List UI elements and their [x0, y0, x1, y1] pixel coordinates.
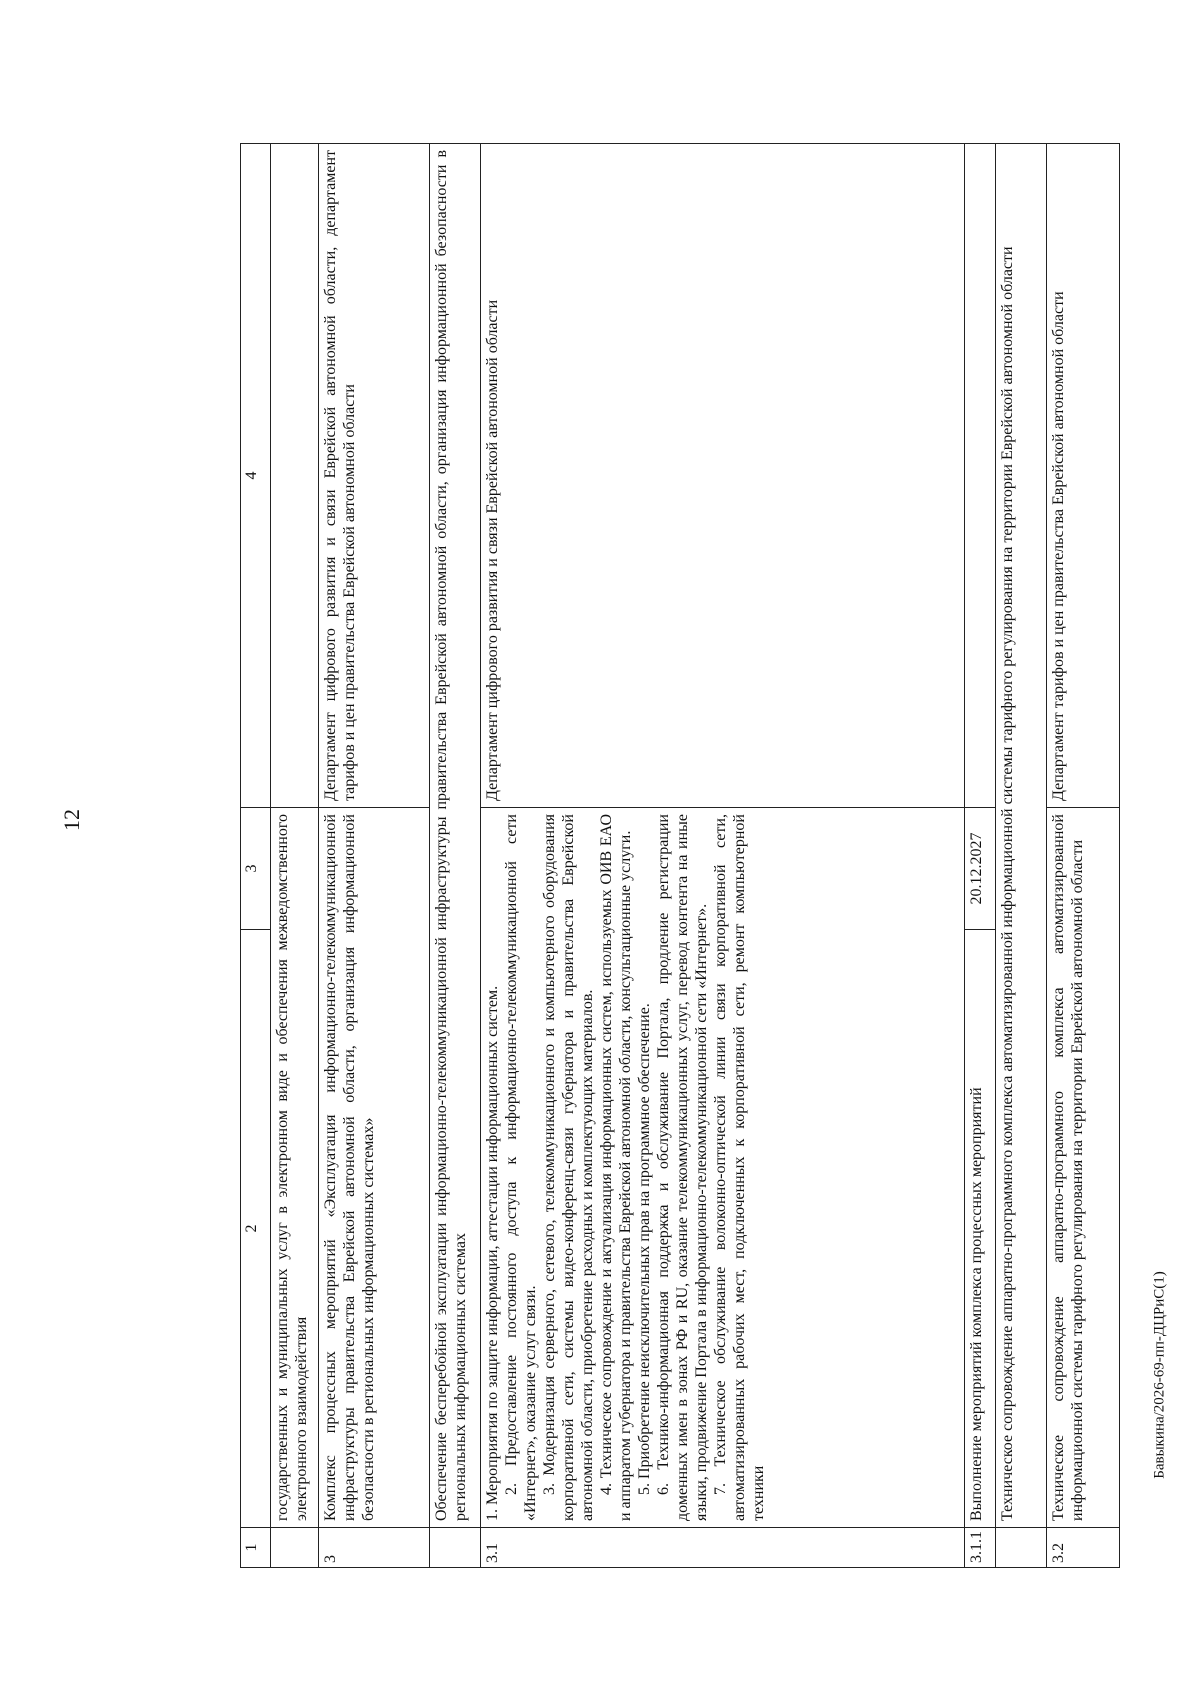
list-item: 6. Технико-информационная поддержка и обслуживание Портала, продление регистрации доменных имен в зонах РФ и RU, оказание телекоммуникационных услуг, перевод контента на иные языки, продвижение Портала в информационно-телекоммуникационной сети «Интернет». [654, 814, 710, 1521]
column-header: 2 [241, 930, 271, 1528]
row-number-cell [270, 1528, 319, 1568]
column-header: 3 [241, 808, 271, 930]
table-row [965, 144, 996, 1568]
row-text-cell: государственных и муниципальных услуг в электронном виде и обеспечения межведомственного электронного взаимодействия [270, 808, 319, 1528]
table-header-row [241, 144, 271, 1568]
table-row [270, 144, 319, 1568]
measures-list-cell [480, 808, 964, 1528]
responsible-cell: Департамент тарифов и цен правительства Еврейской автономной области [1046, 144, 1119, 808]
events-table [240, 143, 1120, 1568]
task-cell: Обеспечение бесперебойной эксплуатации информационно-телекоммуникационной инфраструктуры правительства Еврейской автономной области, организация информационной безопасности в региональных информационных системах [430, 144, 481, 1528]
list-item: 4. Техническое сопровождение и актуализация информационных систем, используемых ОИВ ЕАО и аппаратом губернатора и правительства Еврейской автономной области, консультационные услуги. [597, 814, 634, 1521]
row-text-cell: Выполнение мероприятий комплекса процессных мероприятий [965, 930, 996, 1528]
rotated-table-container [240, 144, 1120, 1568]
row-number-cell: 3 [319, 1528, 430, 1568]
footer-document-code: Бавыкина/2026-69-пп-ДЦРиС(1) [1151, 1271, 1168, 1479]
table-row [480, 144, 964, 1568]
table-row [1046, 144, 1119, 1568]
column-header: 4 [241, 144, 271, 808]
list-item: 3. Модернизация серверного, сетевого, телекоммуникационного и компьютерного оборудования корпоративной сети, системы видео-конференц-связи губернатора и правительства Еврейской автономной области, приобретение расходных и комплектующих материалов. [540, 814, 596, 1521]
list-item: 5. Приобретение неисключительных прав на программное обеспечение. [635, 1003, 653, 1495]
list-item: 1. Мероприятия по защите информации, аттестации информационных систем. [483, 985, 501, 1521]
deadline-cell: 20.12.2027 [965, 808, 996, 930]
list-item: 7. Техническое обслуживание волоконно-оптической линии связи корпоративной сети, автоматизированных рабочих мест, подключенных к корпоративной сети, ремонт компьютерной техники [711, 814, 767, 1521]
table-row [430, 144, 481, 1568]
task-cell: Техническое сопровождение аппаратно-программного комплекса автоматизированной информационной системы тарифного регулирования на территории Еврейской автономной области [996, 144, 1047, 1528]
table-row [996, 144, 1047, 1568]
column-header: 1 [241, 1528, 271, 1568]
page-number: 12 [59, 809, 84, 831]
row-text-cell: Техническое сопровождение аппаратно-программного комплекса автоматизированной информационной системы тарифного регулирования на территории Еврейской автономной области [1046, 808, 1119, 1528]
responsible-cell: Департамент цифрового развития и связи Еврейской автономной области, департамент тарифов и цен правительства Еврейской автономной области [319, 144, 430, 808]
row-text-cell: Комплекс процессных мероприятий «Эксплуатация информационно-телекоммуникационной инфраструктуры правительства Еврейской автономной области, организация информационной безопасности в региональных информационных системах» [319, 808, 430, 1528]
row-number-cell: 3.2 [1046, 1528, 1119, 1568]
row-number-cell [996, 1528, 1047, 1568]
responsible-cell [270, 144, 319, 808]
list-item: 2. Предоставление постоянного доступа к информационно-телекоммуникационной сети «Интернет», оказание услуг связи. [502, 814, 539, 1521]
responsible-cell [965, 144, 996, 808]
row-number-cell: 3.1 [480, 1528, 964, 1568]
row-number-cell [430, 1528, 481, 1568]
table-row [319, 144, 430, 1568]
row-number-cell: 3.1.1 [965, 1528, 996, 1568]
responsible-cell: Департамент цифрового развития и связи Еврейской автономной области [480, 144, 964, 808]
